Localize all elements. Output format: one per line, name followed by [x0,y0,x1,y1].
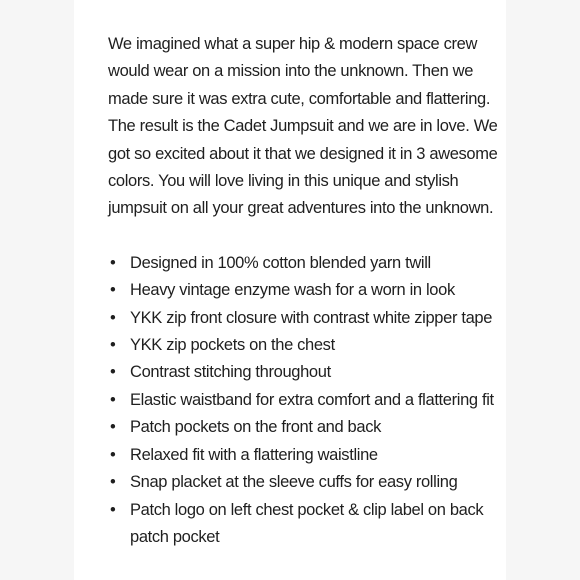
description-card [74,0,506,580]
feature-text: Heavy vintage enzyme wash for a worn in look [130,281,455,300]
feature-text: Patch pockets on the front and back [130,418,382,437]
feature-text: Elastic waistband for extra comfort and a flattering fit [130,390,494,409]
feature-item [108,359,500,386]
feature-item [108,305,500,332]
bullet-icon: • [110,336,116,355]
bullet-icon: • [110,473,116,492]
bullet-icon: • [110,308,116,327]
feature-text: Designed in 100% cotton blended yarn twill [130,253,431,272]
feature-text: YKK zip front closure with contrast white zipper tape [130,308,493,327]
feature-item [108,332,500,359]
bullet-icon: • [110,500,116,519]
feature-text: Patch logo on left chest pocket & clip label on back patch pocket [130,500,484,546]
bullet-icon: • [110,363,116,382]
feature-text: Contrast stitching throughout [130,363,331,382]
intro-paragraph: We imagined what a super hip & modern space crew would wear on a mission into the unknown. Then we made sure it was extra cute, comfortable and flattering. The result is the Cadet Jumpsuit and we are in love. We got so excited about it that we designed it in 3 awesome colors. You will love living in this unique and stylish jumpsuit on all your great adventures into the unknown. [108,35,498,218]
product-description [108,31,500,551]
feature-item [108,414,500,441]
feature-item [108,387,500,414]
feature-item [108,442,500,469]
feature-item [108,497,500,552]
bullet-icon: • [110,253,116,272]
feature-item [108,250,500,277]
feature-text: YKK zip pockets on the chest [130,336,335,355]
feature-list [108,250,500,551]
feature-text: Relaxed fit with a flattering waistline [130,445,378,464]
feature-item [108,469,500,496]
bullet-icon: • [110,418,116,437]
feature-item [108,277,500,304]
bullet-icon: • [110,390,116,409]
bullet-icon: • [110,445,116,464]
feature-text: Snap placket at the sleeve cuffs for easy rolling [130,473,458,492]
bullet-icon: • [110,281,116,300]
